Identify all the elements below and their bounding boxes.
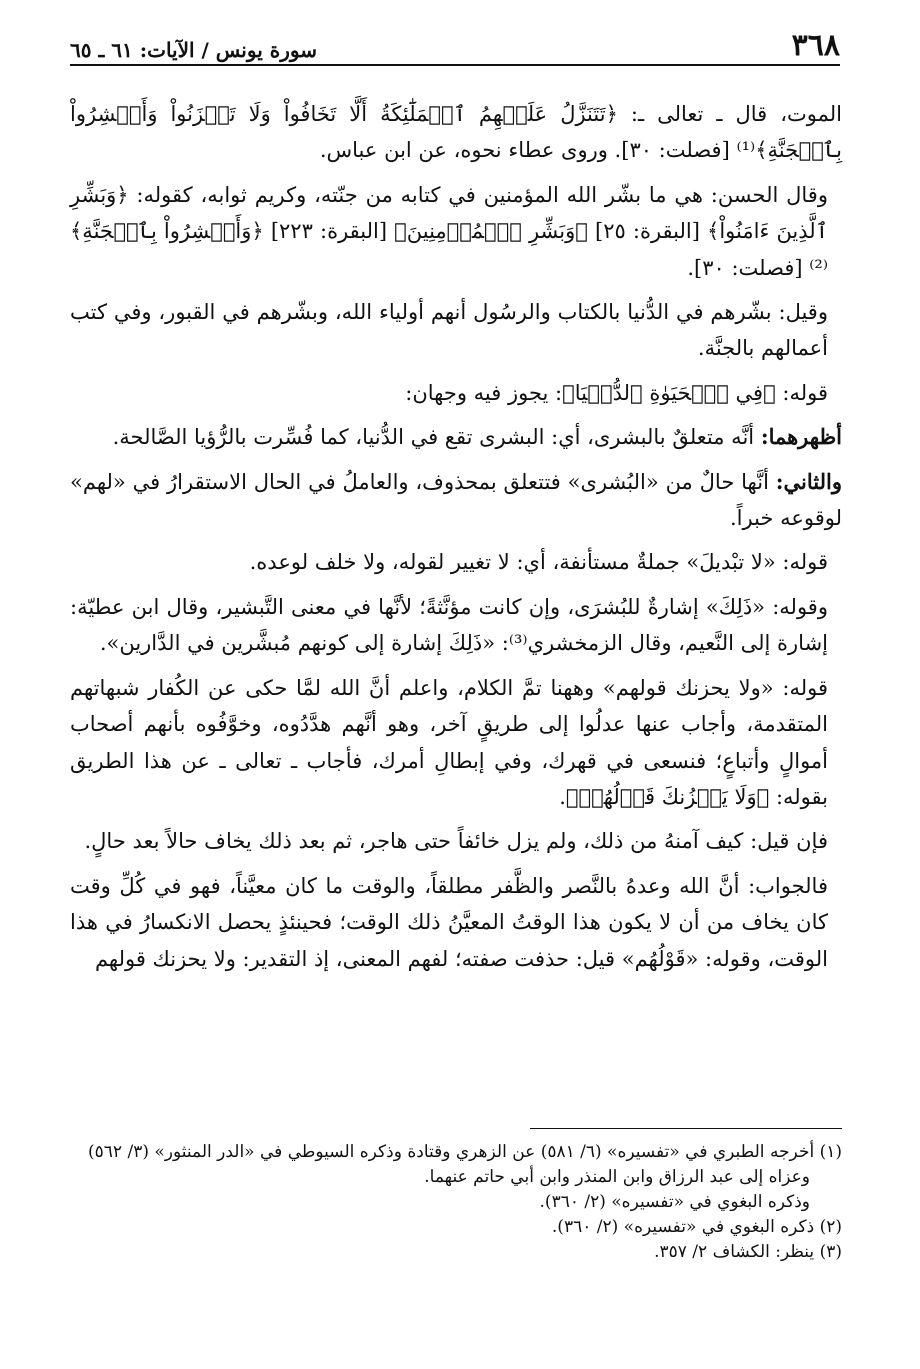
footnote-continuation: وذكره البغوي في «تفسيره» (٢/ ٣٦٠). xyxy=(539,1192,810,1212)
paragraph xyxy=(70,670,842,816)
paragraph-text: قوله: ﴿فِي ٱلۡحَيَوٰةِ ٱلدُّنۡيَا﴾: يجوز فيه وجهان: xyxy=(405,380,828,405)
paragraph xyxy=(70,464,842,537)
paragraph-text: قوله: «ولا يحزنك قولهم» وههنا تمَّ الكلام، واعلم أنَّ الله لمَّا حكى عن الكُفار شبهاتهم المتقدمة، وأجاب عنها عدلُوا إلى طريقٍ آخر، وهو أنَّهم هدَّدُوه، وخوَّفُوه بأنهم أصحاب أموالٍ وأتباعٍ؛ فنسعى في قهرك، وفي إبطالِ أمرك، فأجاب ـ تعالى ـ عن هذا الطريق بقوله: ﴿وَلَا يَحۡزُنكَ قَوۡلُهُمۡ﴾. xyxy=(70,675,828,809)
paragraph xyxy=(70,823,842,859)
paragraph xyxy=(70,177,842,286)
paragraph-lead: أظهرهما: xyxy=(760,424,842,450)
footnote: (٢) ذكره البغوي في «تفسيره» (٢/ ٣٦٠). xyxy=(551,1217,842,1237)
main-text xyxy=(70,96,842,985)
paragraph-text: وقوله: «ذَلِكَ» إشارةٌ للبُشرَى، وإن كانت مؤنَّثةً؛ لأنَّها في معنى التَّبشير، وقال ابن عطيّة: إشارة إلى النَّعيم، وقال الزمخشري⁽³⁾: «ذَلِكَ إشارة إلى كونهم مُبشَّرين في الدَّارين». xyxy=(70,594,828,656)
page-number: ٣٦٨ xyxy=(791,28,840,63)
paragraph xyxy=(70,589,842,662)
footnote-continuation: وعزاه إلى عبد الرزاق وابن المنذر وابن أبي حاتم عنهما. xyxy=(424,1167,810,1187)
paragraph xyxy=(70,544,842,580)
paragraph-text: فالجواب: أنَّ الله وعدهُ بالنَّصر والظَّفر مطلقاً، والوقت ما كان معيَّناً، فهو في كُلِّ وقت كان يخاف من أن لا يكون هذا الوقتُ المعيَّنُ ذلك الوقت؛ فحينئذٍ يحصل الانكسارُ في هذا الوقت، وقوله: «قَوْلُهُم» قيل: حذفت صفته؛ لفهم المعنى، إذ التقدير: ولا يحزنك قولهم xyxy=(70,873,828,971)
paragraph-text: وقيل: بشّرهم في الدُّنيا بالكتاب والرسُول أنهم أولياء الله، وبشّرهم في القبور، وفي كتب أعمالهم بالجنَّة. xyxy=(70,300,828,361)
paragraph-text: أنَّه متعلقٌ بالبشرى، أي: البشرى تقع في الدُّنيا، كما فُسِّرت بالرُّؤيا الصَّالحة. xyxy=(112,425,761,450)
paragraph xyxy=(70,868,842,977)
page-header xyxy=(70,28,840,68)
paragraph-text: وقال الحسن: هي ما بشّر الله المؤمنين في كتابه من جنّته، وكريم ثوابه، كقوله: ﴿وَبَشِّرِ ٱلَّذِينَ ءَامَنُواْ﴾ [البقرة: ٢٥] ﴿وَبَشِّرِ ٱلۡمُؤۡمِنِينَ﴾ [البقرة: ٢٢٣] ﴿وَأَبۡشِرُواْ بِٱلۡجَنَّةِ﴾⁽²⁾ [فصلت: ٣٠]. xyxy=(70,182,829,280)
paragraph-text: قوله: «لا تبْديلَ» جملةٌ مستأنفة، أي: لا تغيير لقوله، ولا خلف لوعده. xyxy=(249,550,828,575)
footnotes xyxy=(70,1140,842,1265)
paragraph-lead: والثاني: xyxy=(775,468,842,494)
header-rule xyxy=(70,64,840,66)
footnote: (٣) ينظر: الكشاف ٢/ ٣٥٧. xyxy=(654,1242,842,1262)
paragraph xyxy=(70,294,842,367)
paragraph xyxy=(70,419,842,455)
footnote-rule xyxy=(530,1128,842,1129)
paragraph xyxy=(70,96,842,169)
footnote: (١) أخرجه الطبري في «تفسيره» (٦/ ٥٨١) عن الزهري وقتادة وذكره السيوطي في «الدر المنثور» (٣/ ٥٦٢) xyxy=(88,1142,842,1162)
paragraph xyxy=(70,375,842,411)
paragraph-text: الموت، قال ـ تعالى ـ: ﴿تَتَنَزَّلُ عَلَيۡهِمُ ٱلۡمَلَٰٓئِكَةُ أَلَّا تَخَافُواْ وَلَا تَحۡزَنُواْ وَأَبۡشِرُواْ بِٱلۡجَنَّةِ﴾⁽¹⁾ [فصلت: ٣٠]. وروى عطاء نحوه، عن ابن عباس. xyxy=(70,102,842,163)
running-title: سورة يونس / الآيات: ٦١ ـ ٦٥ xyxy=(70,38,317,62)
paragraph-text: أنَّها حالٌ من «البُشرى» فتتعلق بمحذوف، والعاملُ في الحال الاستقرارُ في «لهم» لوقوعه خبراً. xyxy=(70,469,842,531)
paragraph-text: فإن قيل: كيف آمنهُ من ذلك، ولم يزل خائفاً حتى هاجر، ثم بعد ذلك يخاف حالاً بعد حالٍ. xyxy=(84,829,828,854)
